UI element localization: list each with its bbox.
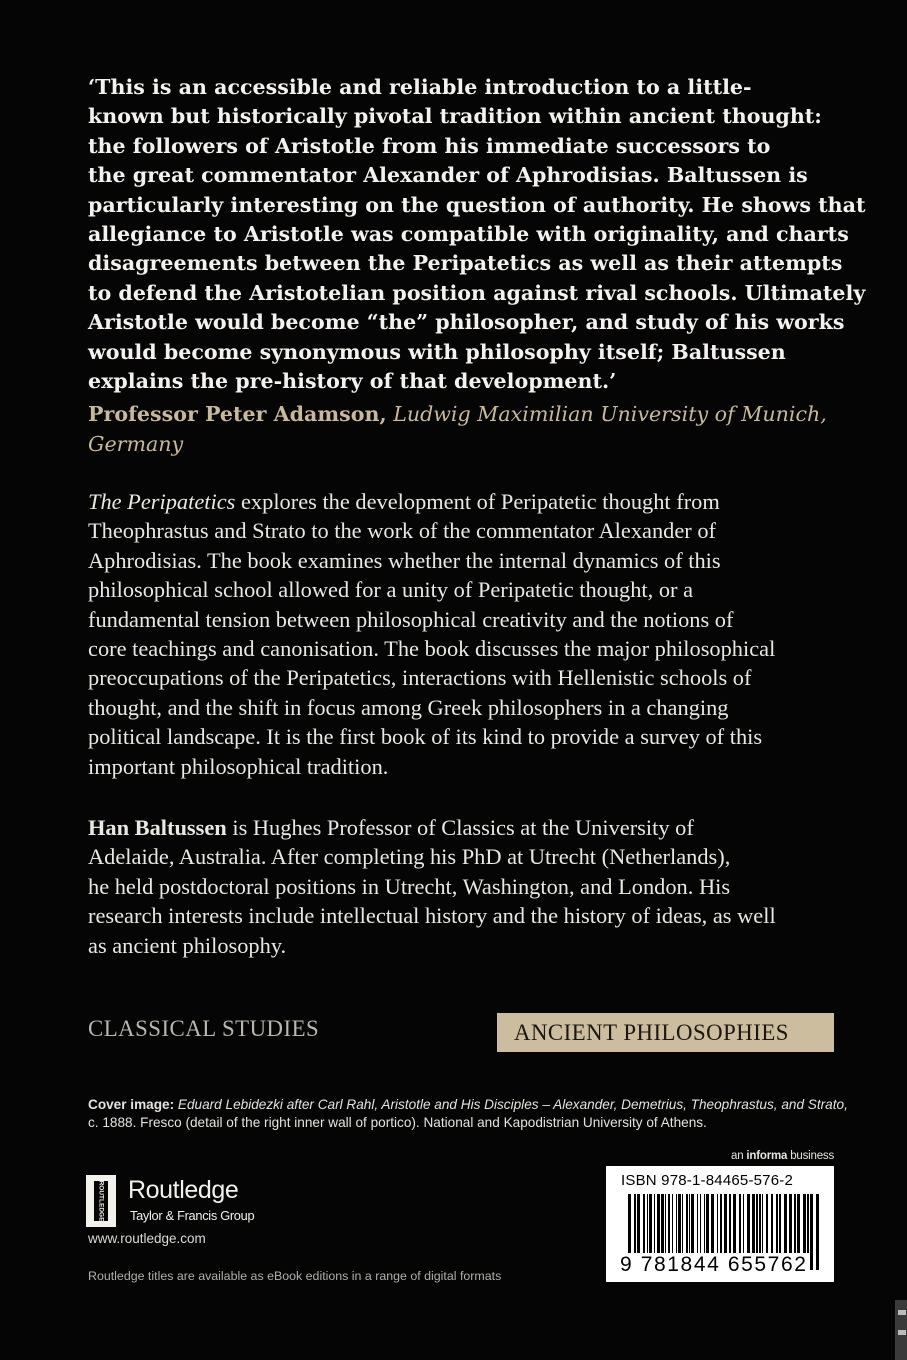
barcode-bar xyxy=(697,1194,698,1262)
barcode-digits: 9 781844 655762 xyxy=(620,1253,808,1276)
barcode-bar xyxy=(816,1194,819,1270)
barcode-bar xyxy=(776,1194,778,1262)
publisher-group: Taylor & Francis Group xyxy=(130,1208,255,1223)
cover-image-credit xyxy=(88,1096,858,1132)
subject-category: CLASSICAL STUDIES xyxy=(88,1016,320,1041)
author-name: Han Baltussen xyxy=(88,815,227,840)
series-category-band: ANCIENT PHILOSOPHIES xyxy=(497,1013,834,1052)
quote-line: known but historically pivotal tradition within ancient thought: xyxy=(88,104,822,129)
barcode-bar xyxy=(807,1194,809,1262)
corner-printer-mark-icon xyxy=(893,1300,907,1360)
description-text: explores the development of Peripatetic thought from xyxy=(235,489,720,514)
barcode-bar xyxy=(647,1194,648,1262)
isbn-barcode xyxy=(606,1166,834,1282)
informa-brand: informa xyxy=(746,1150,788,1162)
bio-text: is Hughes Professor of Classics at the University of xyxy=(226,815,694,840)
informa-tagline xyxy=(700,1150,834,1162)
barcode-bar xyxy=(691,1194,694,1262)
barcode-bar xyxy=(678,1194,681,1262)
quote-line: the followers of Aristotle from his immediate successors to xyxy=(88,133,771,158)
barcode-bar xyxy=(654,1194,655,1262)
barcode-bar xyxy=(729,1194,731,1262)
barcode-bar xyxy=(762,1194,763,1262)
barcode-bar xyxy=(672,1194,673,1262)
quote-line: explains the pre-history of that development.’ xyxy=(88,369,617,394)
book-title: The Peripatetics xyxy=(88,489,236,514)
routledge-logo-icon xyxy=(86,1175,116,1227)
quote-line: to defend the Aristotelian position against rival schools. Ultimately xyxy=(88,280,866,305)
barcode-bar xyxy=(789,1194,792,1262)
quote-line: disagreements between the Peripatetics as well as their attempts xyxy=(88,251,843,276)
barcode-bar xyxy=(766,1194,768,1262)
publisher-url[interactable]: www.routledge.com xyxy=(88,1231,206,1246)
barcode-bar xyxy=(752,1194,755,1262)
quote-line: allegiance to Aristotle was compatible with originality, and charts xyxy=(88,222,849,247)
bio-line: he held postdoctoral positions in Utrecht, Washington, and London. His xyxy=(88,873,731,899)
endorsement-quote xyxy=(88,73,866,396)
barcode-bar xyxy=(668,1194,670,1262)
quote-line: particularly interesting on the question of authority. He shows that xyxy=(88,192,866,217)
description-line: philosophical school allowed for a unity of Peripatetic thought, or a xyxy=(88,577,694,603)
description-line: Aphrodisias. The book examines whether the internal dynamics of this xyxy=(88,547,721,573)
description-line: political landscape. It is the first book of its kind to provide a survey of this xyxy=(88,724,763,750)
description-line: Theophrastus and Strato to the work of the commentator Alexander of xyxy=(88,518,717,544)
barcode-bar xyxy=(643,1194,645,1262)
description-line: preoccupations of the Peripatetics, interactions with Hellenistic schools of xyxy=(88,665,752,691)
barcode-bar xyxy=(797,1194,800,1262)
cover-credit-details: c. 1888. Fresco (detail of the right inner wall of portico). National and Kapodistrian University of Athens. xyxy=(88,1115,707,1130)
barcode-bar xyxy=(724,1194,727,1262)
logo-vertical-text: ROUTLEDGE xyxy=(97,1180,105,1222)
barcode-bar xyxy=(779,1194,781,1262)
barcode-bar xyxy=(794,1194,796,1262)
description-line: important philosophical tradition. xyxy=(88,753,389,779)
endorser-country: Germany xyxy=(88,432,184,456)
barcode-bar xyxy=(759,1194,761,1262)
barcode-bar xyxy=(661,1194,664,1262)
barcode-bar xyxy=(649,1194,652,1262)
endorser-institution: Ludwig Maximilian University of Munich, xyxy=(393,402,827,426)
informa-suffix: business xyxy=(790,1150,834,1162)
barcode-bar xyxy=(665,1194,666,1262)
publisher-name: Routledge xyxy=(128,1176,239,1204)
ebook-availability-note: Routledge titles are available as eBook editions in a range of digital formats xyxy=(88,1269,502,1283)
barcode-bar xyxy=(704,1194,705,1262)
book-description xyxy=(88,487,833,781)
barcode-bar xyxy=(720,1194,722,1262)
barcode-bar xyxy=(682,1194,683,1262)
cover-credit-label: Cover image: xyxy=(88,1097,175,1112)
quote-line: would become synonymous with philosophy itself; Baltussen xyxy=(88,339,786,364)
bio-line: Adelaide, Australia. After completing his PhD at Utrecht (Netherlands), xyxy=(88,844,731,870)
barcode-bar xyxy=(756,1194,758,1262)
barcode-bar xyxy=(706,1194,709,1262)
quote-line: the great commentator Alexander of Aphrodisias. Baltussen is xyxy=(88,163,808,188)
description-line: fundamental tension between philosophical creativity and the notions of xyxy=(88,606,734,632)
quote-line: Aristotle would become “the” philosopher, and study of his works xyxy=(88,310,845,335)
quote-line: ‘This is an accessible and reliable introduction to a little- xyxy=(88,75,752,99)
quote-attribution xyxy=(88,399,828,459)
barcode-bar xyxy=(743,1194,744,1262)
description-line xyxy=(88,487,833,516)
barcode-bar xyxy=(733,1194,736,1262)
barcode-bar xyxy=(676,1194,677,1262)
bio-line xyxy=(88,813,833,842)
bio-line: as ancient philosophy. xyxy=(88,932,287,958)
barcode-bar xyxy=(739,1194,741,1262)
author-bio xyxy=(88,813,833,960)
barcode-bar xyxy=(657,1194,660,1262)
barcode-bar xyxy=(747,1194,750,1262)
barcode-bar xyxy=(771,1194,773,1262)
barcode-bar xyxy=(711,1194,714,1262)
bio-line: research interests include intellectual history and the history of ideas, as well xyxy=(88,903,776,929)
barcode-bar xyxy=(803,1194,806,1262)
description-line: thought, and the shift in focus among Greek philosophers in a changing xyxy=(88,694,729,720)
barcode-bar xyxy=(810,1194,813,1270)
endorser-name: Professor Peter Adamson, xyxy=(88,402,387,426)
barcode-bar xyxy=(700,1194,701,1262)
cover-credit-artwork: Eduard Lebidezki after Carl Rahl, Aristotle and His Disciples – Alexander, Demetrius, Theophrastus, and Strato, xyxy=(177,1097,848,1112)
barcode-bar xyxy=(784,1194,787,1262)
barcode-bar xyxy=(637,1194,640,1262)
barcode-bar xyxy=(689,1194,690,1262)
description-line: core teachings and canonisation. The book discusses the major philosophical xyxy=(88,636,776,662)
informa-prefix: an xyxy=(731,1150,744,1162)
isbn-label: ISBN 978-1-84465-576-2 xyxy=(621,1172,794,1189)
barcode-bar xyxy=(686,1194,688,1262)
